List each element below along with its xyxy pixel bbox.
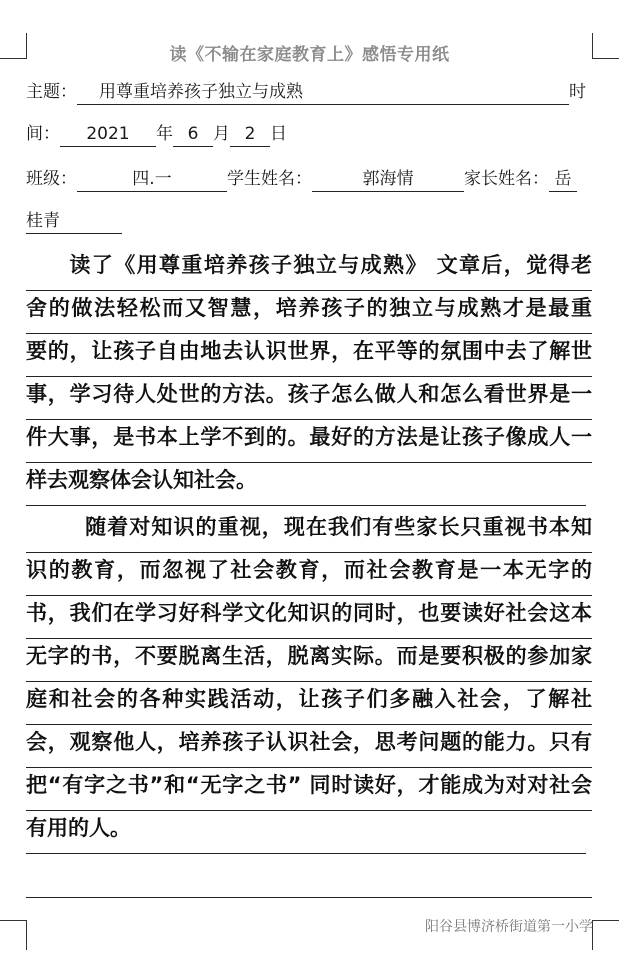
essay-line: 事，学习待人处世的方法。孩子怎么做人和怎么看世界是一: [26, 377, 592, 420]
month-value: 6: [173, 122, 213, 147]
day-unit: 日: [270, 124, 287, 144]
crop-mark-bottom-right-h: [592, 920, 619, 921]
essay-line: 庭和社会的各种实践活动，让孩子们多融入社会，了解社: [26, 682, 592, 725]
essay-line: 舍的做法轻松而又智慧，培养孩子的独立与成熟才是最重: [26, 291, 592, 334]
date-label: 间：: [26, 124, 60, 144]
day-value: 2: [230, 122, 270, 147]
essay-line: 会，观察他人，培养孩子认识社会，思考问题的能力。只有: [26, 725, 592, 768]
parent-label: 家长姓名：: [464, 169, 549, 189]
parent-value: 岳: [549, 167, 577, 192]
topic-row: [26, 80, 592, 104]
topic-value: 用尊重培养孩子独立与成熟: [77, 80, 569, 105]
bottom-rule: [26, 897, 592, 898]
crop-mark-bottom-left-v: [26, 920, 27, 950]
time-label: 时: [569, 82, 586, 102]
essay-line: 读了《用尊重培养孩子独立与成熟》 文章后，觉得老: [26, 248, 592, 291]
crop-mark-bottom-left-h: [0, 920, 27, 921]
essay-line: 件大事，是书本上学不到的。最好的方法是让孩子像成人一: [26, 420, 592, 463]
essay-line: 样去观察体会认知社会。: [26, 463, 586, 506]
parent-value-continued: 桂青: [26, 209, 122, 234]
essay-line: 无字的书，不要脱离生活，脱离实际。而是要积极的参加家: [26, 639, 592, 682]
essay-paragraph-2: [26, 510, 592, 854]
year-unit: 年: [156, 124, 173, 144]
class-value: 四.一: [77, 167, 227, 192]
student-value: 郭海情: [312, 167, 464, 192]
essay-line: 有用的人。: [26, 811, 586, 854]
essay-line: 书，我们在学习好科学文化知识的同时，也要读好社会这本: [26, 596, 592, 639]
essay-paragraph-1: [26, 248, 592, 506]
student-label: 学生姓名：: [227, 169, 312, 189]
topic-label: 主题：: [26, 82, 77, 102]
parent-name-continued-row: [26, 209, 592, 233]
essay-line: 随着对知识的重视，现在我们有些家长只重视书本知: [26, 510, 592, 553]
name-row: [26, 167, 592, 191]
year-value: 2021: [60, 122, 156, 147]
date-row: [26, 122, 592, 146]
essay-line: 要的，让孩子自由地去认识世界，在平等的氛围中去了解世: [26, 334, 592, 377]
page-title: 读《不输在家庭教育上》感悟专用纸: [169, 45, 450, 65]
essay-line: 把“有字之书”和“无字之书” 同时读好，才能成为对对社会: [26, 768, 592, 811]
essay-line: 识的教育，而忽视了社会教育，而社会教育是一本无字的: [26, 553, 592, 596]
month-unit: 月: [213, 124, 230, 144]
class-label: 班级：: [26, 169, 77, 189]
school-name: 阳谷县博济桥街道第一小学: [425, 919, 593, 935]
